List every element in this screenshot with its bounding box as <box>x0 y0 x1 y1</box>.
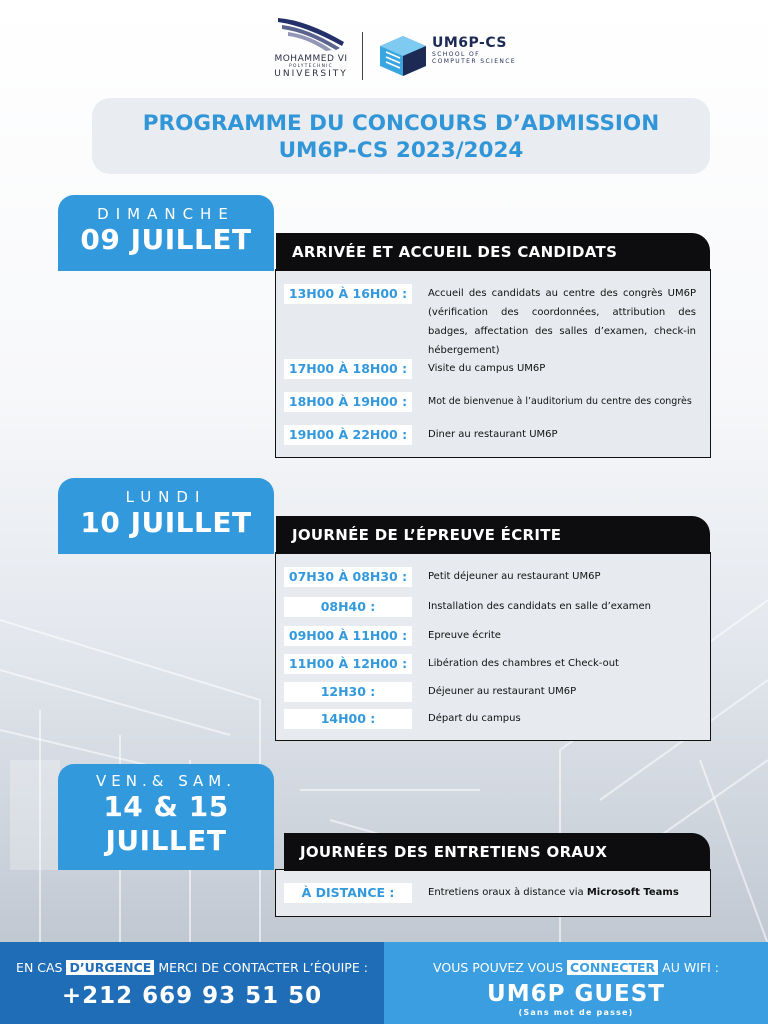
mvpu-wave-icon <box>276 16 346 52</box>
emergency-text-before: EN CAS <box>16 960 63 975</box>
mvpu-name-line3: UNIVERSITY <box>274 69 348 79</box>
day-name: DIMANCHE <box>97 205 235 223</box>
row-description: Diner au restaurant UM6P <box>428 429 558 440</box>
section-title-arrival: ARRIVÉE ET ACCUEIL DES CANDIDATS <box>276 233 710 271</box>
emergency-text-after: MERCI DE CONTACTER L’ÉQUIPE : <box>158 960 368 975</box>
day-badge-friday-saturday <box>58 764 274 870</box>
day-name: VEN.& SAM. <box>96 772 236 790</box>
day-badge-monday <box>58 478 274 554</box>
footer-emergency-contact <box>0 942 384 1024</box>
schedule-box-monday <box>275 552 711 741</box>
logo-divider <box>362 32 363 80</box>
day-date-line1: 14 & 15 <box>103 790 229 823</box>
title-line1: PROGRAMME DU CONCOURS D’ADMISSION <box>142 111 660 136</box>
emergency-phone: +212 669 93 51 50 <box>61 983 323 1009</box>
day-date-line2: JUILLET <box>105 824 227 857</box>
wifi-text-before: VOUS POUVEZ VOUS <box>433 960 564 975</box>
wifi-note: (Sans mot de passe) <box>518 1008 634 1017</box>
time-pill: 09H00 À 11H00 : <box>284 626 412 646</box>
time-pill: 18H00 À 19H00 : <box>284 392 412 412</box>
row-description: Visite du campus UM6P <box>428 363 546 374</box>
um6p-cs-logo-text <box>432 36 516 65</box>
time-pill: 19H00 À 22H00 : <box>284 425 412 445</box>
row-description: Accueil des candidats au centre des congrès UM6P (vérification des coordonnées, attribution des badges, affectation des salles d’examen, check-in hébergement) <box>428 288 696 356</box>
um6p-cs-cube-icon <box>378 34 428 78</box>
time-pill: 13H00 À 16H00 : <box>284 284 412 304</box>
schedule-box-weekend <box>275 869 711 917</box>
time-pill: 12H30 : <box>284 682 412 702</box>
row-description: Petit déjeuner au restaurant UM6P <box>428 571 601 582</box>
time-pill: À DISTANCE : <box>284 883 412 903</box>
time-pill: 14H00 : <box>284 709 412 729</box>
row-description: Installation des candidats en salle d’examen <box>428 601 652 612</box>
time-pill: 08H40 : <box>284 597 412 617</box>
mvpu-name-line1: MOHAMMED VI <box>274 54 348 64</box>
day-badge-sunday <box>58 195 274 271</box>
row-description-text: Entretiens oraux à distance via <box>428 887 587 898</box>
mvpu-name-line2: POLYTECHNIC <box>288 64 334 69</box>
row-description: Libération des chambres et Check-out <box>428 658 619 669</box>
row-description: Départ du campus <box>428 713 521 724</box>
day-name: LUNDI <box>125 488 207 506</box>
day-date: 09 JUILLET <box>80 223 252 256</box>
wifi-text-after: AU WIFI : <box>662 960 719 975</box>
row-description <box>428 883 696 902</box>
wifi-highlight: CONNECTER <box>567 960 658 975</box>
row-description-bold: Microsoft Teams <box>586 887 679 898</box>
time-pill: 07H30 À 08H30 : <box>284 567 412 587</box>
cs-sub-line1: SCHOOL OF <box>432 51 480 58</box>
mvpu-logo <box>262 16 360 79</box>
row-description: Epreuve écrite <box>428 630 501 641</box>
row-description: Déjeuner au restaurant UM6P <box>428 686 577 697</box>
day-date: 10 JUILLET <box>80 506 252 539</box>
cs-sub-line2: COMPUTER SCIENCE <box>432 58 517 65</box>
wifi-line <box>384 960 768 976</box>
section-title-oral-interviews: JOURNÉES DES ENTRETIENS ORAUX <box>284 833 710 871</box>
title-line2: UM6P-CS 2023/2024 <box>278 138 524 163</box>
row-description: Mot de bienvenue à l’auditorium du centre des congrès <box>428 396 692 407</box>
page-title <box>92 98 710 174</box>
header-logos <box>0 14 768 86</box>
cs-name: UM6P-CS <box>432 35 507 51</box>
section-title-written-exam: JOURNÉE DE L’ÉPREUVE ÉCRITE <box>276 516 710 554</box>
schedule-box-sunday <box>275 269 711 458</box>
time-pill: 11H00 À 12H00 : <box>284 654 412 674</box>
time-pill: 17H00 À 18H00 : <box>284 359 412 379</box>
footer-wifi-info <box>384 942 768 1024</box>
emergency-highlight: D’URGENCE <box>66 960 154 975</box>
emergency-line <box>0 960 384 976</box>
wifi-name: UM6P GUEST <box>487 981 665 1007</box>
